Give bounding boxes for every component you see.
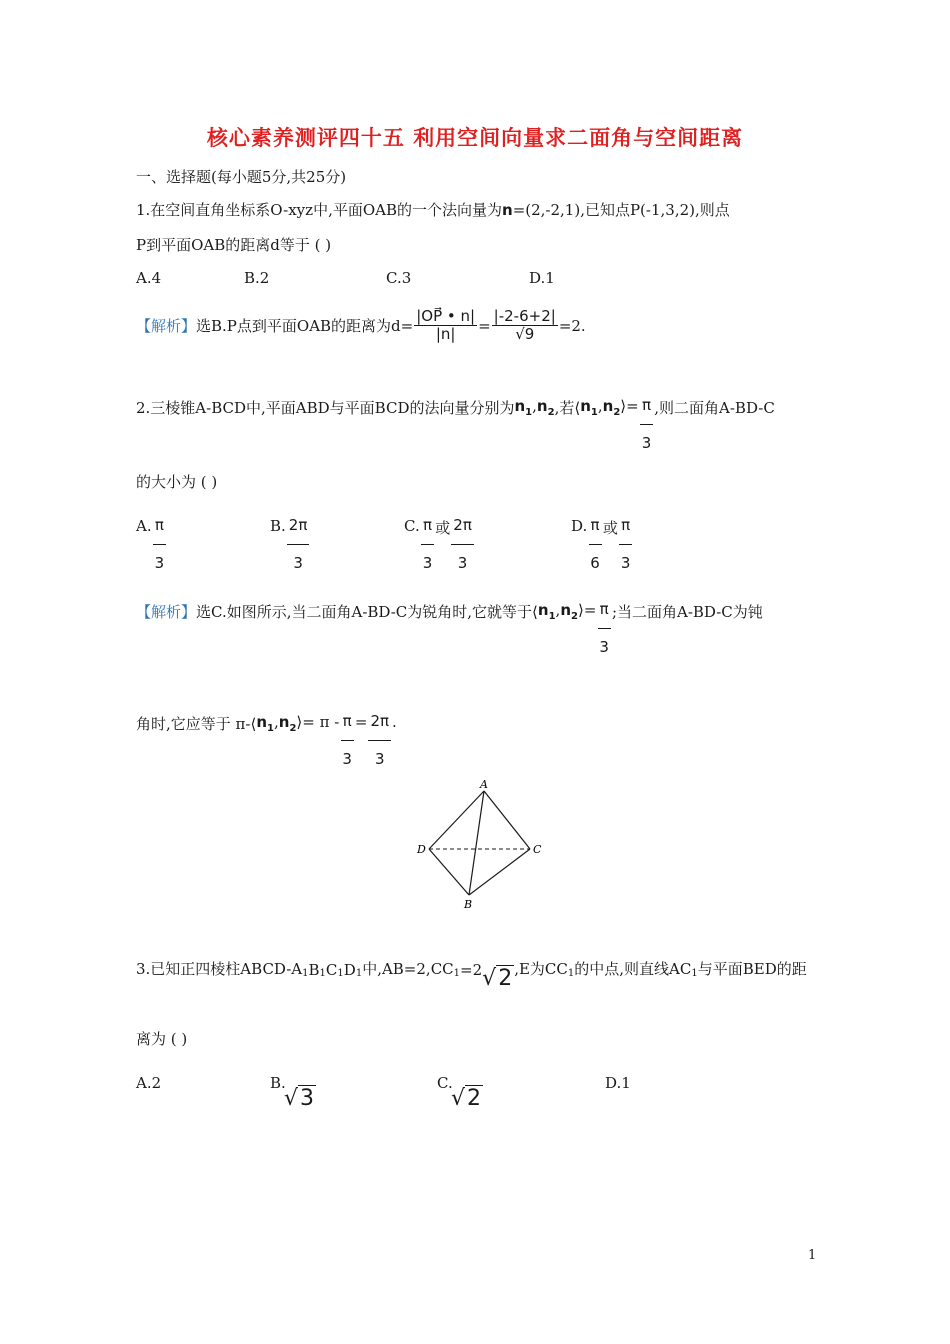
normal-vector-n: n bbox=[502, 201, 513, 219]
fraction-denominator: 3 bbox=[457, 554, 468, 573]
q2-text-rest: ,则二面角A-BD-C bbox=[654, 399, 775, 417]
comma: , bbox=[555, 601, 561, 619]
page-title: 核心素养测评四十五 利用空间向量求二面角与空间距离 bbox=[206, 126, 744, 150]
q3-text-eq: =2 bbox=[460, 961, 483, 979]
q3-option-d: D.1 bbox=[605, 1074, 631, 1092]
subscript: 1 bbox=[355, 968, 363, 979]
q3-line2: 离为 ( ) bbox=[136, 1030, 188, 1048]
n2-vector: n bbox=[602, 397, 614, 415]
fraction-op-dot-n bbox=[414, 308, 477, 344]
fraction-denominator: 3 bbox=[599, 638, 609, 657]
q3-option-c bbox=[437, 1074, 482, 1117]
sqrt-2: √2 bbox=[451, 1086, 482, 1111]
q1-text: 1.在空间直角坐标系O-xyz中,平面OAB的一个法向量为 bbox=[136, 201, 502, 219]
equals-sign: = bbox=[354, 713, 368, 731]
q3-option-a: A.2 bbox=[136, 1074, 162, 1092]
q2-if-text: ,若⟨ bbox=[554, 399, 581, 417]
radicand: 3 bbox=[300, 1086, 315, 1111]
fraction-pi-over-3 bbox=[640, 397, 654, 453]
fraction-numerator: π bbox=[421, 517, 434, 545]
fraction-pi-over-3 bbox=[597, 601, 611, 657]
fraction-denominator: 3 bbox=[620, 554, 631, 573]
q1-analysis-text: 选B.P点到平面OAB的距离为d= bbox=[196, 317, 414, 336]
q3-line1 bbox=[136, 954, 807, 991]
subscript: 1 bbox=[453, 968, 461, 979]
q2-option-d bbox=[571, 517, 633, 573]
q3-option-b bbox=[270, 1074, 315, 1117]
fraction-denominator: 3 bbox=[154, 554, 165, 573]
fraction-numerator: π bbox=[640, 397, 653, 425]
option-label: B. bbox=[270, 1074, 286, 1092]
fraction-numerator: π bbox=[598, 601, 611, 629]
subscript: 1 bbox=[302, 968, 309, 979]
radicand: 2 bbox=[498, 966, 513, 991]
subscript: 1 bbox=[691, 968, 698, 979]
comma: , bbox=[273, 713, 279, 731]
q3-text-post2: 的中点,则直线AC bbox=[574, 960, 692, 978]
fraction-numerator: π bbox=[341, 713, 354, 741]
period: . bbox=[392, 713, 397, 731]
edge-ad bbox=[429, 791, 484, 849]
or-text: 或 bbox=[435, 519, 451, 537]
q1-text-rest: =(2,-2,1),已知点P(-1,3,2),则点 bbox=[512, 201, 730, 219]
q2-analysis-line2: 角时,它应等于 π-⟨ $n_1$ , $n_2$ ⟩= π - $\frac{\pi}{3}$ = $\frac{2\pi}{3}$ . bbox=[136, 712, 397, 769]
q2-line2: 的大小为 ( ) bbox=[136, 473, 218, 491]
option-label: C. bbox=[437, 1074, 453, 1092]
fraction-denominator: 6 bbox=[590, 554, 600, 573]
fraction-denominator: |n| bbox=[435, 325, 456, 344]
fraction-numerator: |OP⃗ • n| bbox=[416, 307, 476, 325]
q2-option-c bbox=[404, 517, 475, 573]
fraction-denominator: 3 bbox=[374, 750, 385, 769]
fraction-numerator: |-2-6+2| bbox=[493, 307, 556, 325]
vertex-b-label: B bbox=[464, 898, 473, 911]
q3-text-d: D bbox=[343, 961, 356, 979]
vertex-a-label: A bbox=[480, 778, 488, 791]
n2-vector: n bbox=[278, 713, 290, 731]
subscript: 1 bbox=[319, 968, 326, 979]
fraction-value bbox=[492, 308, 558, 344]
n1-vector: n bbox=[580, 397, 591, 415]
fraction-numerator: π bbox=[153, 517, 166, 545]
n2-vector: n bbox=[560, 601, 572, 619]
q2-analysis2-text: 角时,它应等于 π-⟨ bbox=[136, 715, 257, 733]
edge-db bbox=[429, 849, 469, 895]
option-label: B. bbox=[270, 517, 286, 535]
q1-option-c: C.3 bbox=[386, 269, 412, 287]
q3-text-mid: 中,AB=2,CC bbox=[362, 960, 454, 978]
option-label: D. bbox=[571, 517, 588, 535]
fraction-pi-over-6 bbox=[588, 517, 602, 573]
analysis-tag: 【解析】 bbox=[136, 317, 197, 336]
q1-analysis-result: =2. bbox=[558, 316, 586, 335]
radicand: 2 bbox=[467, 1086, 482, 1111]
edge-ac bbox=[484, 791, 530, 849]
q3-text: 3.已知正四棱柱ABCD-A bbox=[136, 960, 303, 978]
q1-line1 bbox=[136, 199, 730, 220]
equals-sign: = bbox=[478, 316, 491, 335]
edge-ab bbox=[469, 791, 484, 895]
n1-vector: n bbox=[537, 601, 549, 619]
q3-text-c: C bbox=[325, 961, 338, 979]
q2-analysis2-mid: ⟩= π - bbox=[296, 713, 340, 731]
q1-analysis bbox=[136, 308, 586, 344]
n2-vector: n bbox=[536, 397, 548, 415]
fraction-pi-over-3 bbox=[153, 517, 167, 573]
q1-option-d: D.1 bbox=[529, 269, 555, 287]
q2-line1: 2.三棱锥A-BCD中,平面ABD与平面BCD的法向量分别为 $n_1$ , $n_2$ ,若⟨ $n_1$ , $n_2$ ⟩= $\frac{\pi}{3}$ ,则二面角A-BD-C bbox=[136, 396, 775, 453]
q2-analysis-text: 选C.如图所示,当二面角A-BD-C为锐角时,它就等于⟨ bbox=[196, 603, 538, 621]
q3-text-post: ,E为CC bbox=[514, 960, 568, 978]
analysis-tag: 【解析】 bbox=[136, 603, 197, 621]
page-number: 1 bbox=[808, 1248, 817, 1263]
sqrt-2: √2 bbox=[482, 966, 513, 991]
fraction-numerator: π bbox=[589, 517, 602, 545]
fraction-2pi-over-3 bbox=[451, 517, 474, 573]
fraction-denominator: 3 bbox=[641, 434, 652, 453]
option-label: A. bbox=[136, 517, 152, 535]
or-text: 或 bbox=[602, 519, 618, 537]
n1-vector: n bbox=[514, 397, 526, 415]
q3-text-b: B bbox=[308, 961, 320, 979]
fraction-numerator: 2π bbox=[368, 713, 391, 741]
q1-line2: P到平面OAB的距离d等于 ( ) bbox=[136, 236, 332, 254]
fraction-numerator: 2π bbox=[451, 517, 474, 545]
tetrahedron-figure bbox=[410, 775, 550, 915]
sqrt-3: √3 bbox=[284, 1086, 315, 1111]
fraction-numerator: π bbox=[619, 517, 632, 545]
angle-close: ⟩= bbox=[620, 397, 639, 415]
q3-text-post3: 与平面BED的距 bbox=[697, 960, 807, 978]
fraction-denominator: 3 bbox=[342, 750, 352, 769]
q2-text: 2.三棱锥A-BCD中,平面ABD与平面BCD的法向量分别为 bbox=[136, 399, 515, 417]
comma: , bbox=[597, 397, 603, 415]
edge-cb bbox=[469, 849, 530, 895]
q2-option-a bbox=[136, 517, 167, 573]
fraction-numerator: 2π bbox=[287, 517, 310, 545]
vertex-d-label: D bbox=[417, 843, 426, 856]
angle-close: ⟩= bbox=[577, 601, 597, 619]
n1-vector: n bbox=[256, 713, 268, 731]
vertex-c-label: C bbox=[533, 843, 542, 856]
q2-analysis-text-rest: ;当二面角A-BD-C为钝 bbox=[611, 603, 763, 621]
subscript: 1 bbox=[567, 968, 575, 979]
fraction-pi-over-3 bbox=[619, 517, 633, 573]
fraction-2pi-over-3 bbox=[368, 713, 391, 769]
fraction-denominator: 3 bbox=[422, 554, 433, 573]
fraction-pi-over-3 bbox=[340, 713, 354, 769]
fraction-2pi-over-3 bbox=[287, 517, 310, 573]
q2-analysis-line1: 【解析】 选C.如图所示,当二面角A-BD-C为锐角时,它就等于⟨ $n_1$ , $n_2$ ⟩= $\frac{\pi}{3}$ ;当二面角A-BD-C为钝 bbox=[136, 600, 763, 657]
fraction-pi-over-3 bbox=[421, 517, 435, 573]
q1-option-a: A.4 bbox=[136, 269, 162, 287]
fraction-denominator: √9 bbox=[515, 325, 535, 344]
subscript: 1 bbox=[337, 968, 344, 979]
comma: , bbox=[532, 397, 537, 415]
section-heading: 一、选择题(每小题5分,共25分) bbox=[136, 168, 347, 186]
option-label: C. bbox=[404, 517, 420, 535]
q2-option-b bbox=[270, 517, 310, 573]
fraction-denominator: 3 bbox=[293, 554, 303, 573]
q1-option-b: B.2 bbox=[244, 269, 270, 287]
